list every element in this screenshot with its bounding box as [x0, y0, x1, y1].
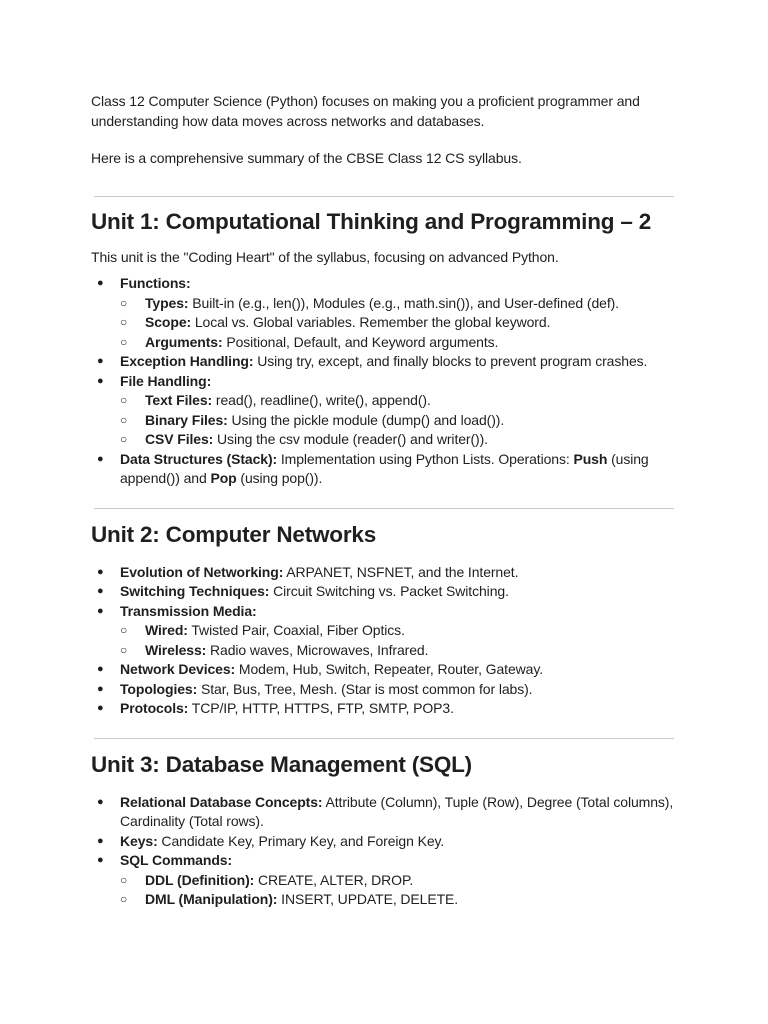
- push-label: Push: [573, 450, 608, 467]
- hollow-bullet-icon: ○: [120, 642, 128, 657]
- item-label: Switching Techniques:: [120, 583, 270, 599]
- pop-text: (using pop()).: [236, 470, 323, 486]
- sub-list-item: [120, 871, 674, 891]
- sub-item-label: Scope:: [145, 314, 192, 330]
- sub-item-label: Arguments:: [145, 333, 223, 350]
- item-text: Star, Bus, Tree, Mesh. (Star is most common for labs).: [197, 680, 533, 697]
- sub-item-text: Using the pickle module (dump() and load()).: [227, 411, 505, 428]
- bullet-icon: ●: [97, 585, 104, 597]
- sub-list-item: [120, 294, 674, 314]
- item-text: Candidate Key, Primary Key, and Foreign Key.: [157, 832, 445, 849]
- list-item: [91, 660, 674, 680]
- sub-item-text: Using the csv module (reader() and writer()).: [213, 431, 488, 447]
- sub-list-item: [120, 890, 674, 910]
- unit-2-title: Unit 2: Computer Networks: [91, 521, 377, 547]
- item-text: Circuit Switching vs. Packet Switching.: [269, 583, 509, 599]
- list-item: [91, 582, 674, 602]
- sub-list-item: [120, 621, 674, 641]
- item-text: ARPANET, NSFNET, and the Internet.: [283, 563, 519, 580]
- bullet-icon: ●: [97, 452, 104, 465]
- sub-item-label: Types:: [145, 294, 189, 311]
- sub-item-label: DDL (Definition):: [145, 871, 255, 888]
- item-label: Transmission Media:: [120, 602, 257, 619]
- sub-item-text: Built-in (e.g., len()), Modules (e.g., math.sin()), and User-defined (def).: [188, 294, 619, 311]
- pop-label: Pop: [210, 470, 237, 486]
- sub-item-text: read(), readline(), write(), append().: [212, 392, 431, 408]
- hollow-bullet-icon: ○: [120, 295, 128, 310]
- item-label: Relational Database Concepts:: [120, 793, 323, 810]
- sub-item-label: Wireless:: [145, 641, 207, 658]
- unit-3-title: Unit 3: Database Management (SQL): [91, 751, 472, 777]
- sub-list-item: [120, 313, 674, 333]
- item-label: Keys:: [120, 832, 158, 849]
- list-item: [91, 352, 674, 372]
- bullet-icon: ●: [97, 277, 104, 289]
- hollow-bullet-icon: ○: [120, 623, 128, 637]
- item-label: Evolution of Networking:: [120, 563, 284, 580]
- sub-item-label: DML (Manipulation):: [145, 891, 278, 907]
- sub-item-text: INSERT, UPDATE, DELETE.: [277, 891, 459, 907]
- sub-item-text: Local vs. Global variables. Remember the global keyword.: [191, 314, 551, 330]
- sub-list-item: [120, 430, 674, 450]
- unit-2-list: [91, 563, 674, 719]
- item-label: File Handling:: [120, 372, 212, 389]
- sub-list: [120, 871, 674, 910]
- section-divider: [94, 738, 674, 739]
- item-label: Data Structures (Stack):: [120, 450, 278, 467]
- sub-list: [120, 391, 674, 450]
- list-item: [91, 274, 674, 352]
- sub-item-text: CREATE, ALTER, DROP.: [254, 871, 414, 888]
- bullet-icon: ●: [97, 355, 104, 367]
- list-item: [91, 372, 674, 450]
- list-item: [91, 851, 674, 910]
- bullet-icon: ●: [97, 604, 104, 617]
- sub-list: [120, 621, 674, 660]
- item-label: Network Devices:: [120, 661, 236, 677]
- sub-item-text: Positional, Default, and Keyword arguments.: [222, 333, 499, 350]
- sub-list-item: [120, 411, 674, 431]
- unit-1-title: Unit 1: Computational Thinking and Programming – 2: [91, 208, 652, 234]
- item-label: SQL Commands:: [120, 852, 233, 868]
- bullet-icon: ●: [97, 663, 104, 675]
- bullet-icon: ●: [97, 702, 104, 714]
- hollow-bullet-icon: ○: [120, 892, 128, 906]
- hollow-bullet-icon: ○: [120, 872, 128, 887]
- hollow-bullet-icon: ○: [120, 315, 128, 329]
- sub-item-label: CSV Files:: [145, 431, 214, 447]
- item-text: TCP/IP, HTTP, HTTPS, FTP, SMTP, POP3.: [188, 700, 454, 716]
- item-label: Topologies:: [120, 680, 198, 697]
- bullet-icon: ●: [97, 795, 104, 808]
- sub-list-item: [120, 333, 674, 353]
- intro-paragraph-1: Class 12 Computer Science (Python) focuses on making you a proficient programmer and understanding how data moves across networks and databases.: [91, 93, 640, 129]
- bullet-icon: ●: [97, 374, 104, 387]
- intro-paragraph-2: Here is a comprehensive summary of the CBSE Class 12 CS syllabus.: [91, 150, 522, 166]
- item-text: Modem, Hub, Switch, Repeater, Router, Gateway.: [235, 661, 543, 677]
- unit-1-description: This unit is the "Coding Heart" of the syllabus, focusing on advanced Python.: [91, 248, 559, 265]
- list-item: [91, 450, 674, 489]
- item-label: Protocols:: [120, 700, 189, 716]
- list-item: [91, 832, 674, 852]
- item-label: Functions:: [120, 275, 191, 291]
- item-text: Attribute (Column), Tuple (Row), Degree (Total columns), Cardinality (Total rows).: [120, 793, 674, 829]
- hollow-bullet-icon: ○: [120, 432, 128, 446]
- list-item: [91, 563, 674, 583]
- push-text: (using append()) and: [120, 450, 649, 486]
- hollow-bullet-icon: ○: [120, 412, 128, 427]
- unit-3-list: [91, 793, 674, 910]
- bullet-icon: ●: [97, 834, 104, 847]
- list-item: [91, 699, 674, 719]
- bullet-icon: ●: [97, 682, 104, 695]
- item-text: Implementation using Python Lists. Operations:: [277, 450, 574, 467]
- sub-item-label: Binary Files:: [145, 411, 228, 428]
- hollow-bullet-icon: ○: [120, 334, 128, 349]
- sub-item-label: Text Files:: [145, 392, 213, 408]
- bullet-icon: ●: [97, 565, 104, 578]
- sub-item-text: Twisted Pair, Coaxial, Fiber Optics.: [187, 622, 405, 638]
- item-text: Using try, except, and finally blocks to prevent program crashes.: [253, 353, 648, 369]
- sub-list-item: [120, 641, 674, 661]
- item-label: Exception Handling:: [120, 353, 254, 369]
- list-item: [91, 602, 674, 661]
- list-item: [91, 680, 674, 700]
- sub-list-item: [120, 391, 674, 411]
- sub-item-label: Wired:: [145, 622, 188, 638]
- list-item: [91, 793, 674, 832]
- bullet-icon: ●: [97, 854, 104, 866]
- hollow-bullet-icon: ○: [120, 393, 128, 407]
- sub-list: [120, 294, 674, 353]
- section-divider: [94, 196, 674, 197]
- sub-item-text: Radio waves, Microwaves, Infrared.: [206, 641, 429, 658]
- section-divider: [94, 508, 674, 509]
- unit-1-list: [91, 274, 674, 489]
